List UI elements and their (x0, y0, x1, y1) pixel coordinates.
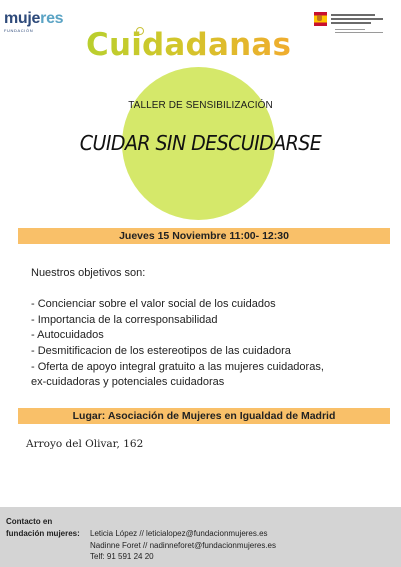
logo-subline: FUNDACIÓN (4, 28, 34, 33)
objectives-intro: Nuestros objetivos son: (31, 267, 146, 279)
contact-list (90, 528, 276, 563)
logo-wordmark: mujeres (4, 10, 64, 27)
logo-text-line (331, 14, 375, 16)
government-logo (314, 12, 394, 36)
workshop-label: TALLER DE SENSIBILIZACIÓN (128, 100, 273, 111)
contact-label: Contacto en fundación mujeres: (6, 517, 80, 538)
objective-item: - Importancia de la corresponsabilidad (31, 313, 218, 326)
logo-text-line (335, 29, 365, 30)
objective-item: - Oferta de apoyo integral gratuito a las mujeres cuidadoras, (31, 360, 324, 373)
objective-item: - Autocuidados (31, 329, 104, 342)
contact-phone: Telf: 91 591 24 20 (90, 552, 154, 561)
contact-line[interactable]: Leticia López // leticialopez@fundacionmujeres.es (90, 529, 268, 538)
page-title: Cuidadanas (86, 27, 292, 63)
registered-mark-icon (136, 27, 144, 35)
logo-text-line (335, 32, 383, 33)
logo-text-line (331, 18, 383, 20)
event-address: Arroyo del Olivar, 162 (26, 438, 144, 450)
objectives-block (31, 266, 371, 391)
coat-of-arms-icon (317, 15, 322, 21)
objective-item: ex-cuidadoras y potenciales cuidadoras (31, 376, 225, 389)
objective-item: - Concienciar sobre el valor social de los cuidados (31, 298, 276, 311)
objective-item: - Desmitificacion de los estereotipos de las cuidadora (31, 344, 291, 357)
event-place: Lugar: Asociación de Mujeres en Igualdad de Madrid (72, 410, 336, 422)
spacer (31, 282, 371, 298)
slogan-heading: CUIDAR SIN DESCUIDARSE (79, 131, 322, 155)
contact-line[interactable]: Nadinne Foret // nadinneforet@fundacionmujeres.es (90, 540, 277, 550)
fundacion-mujeres-logo (4, 11, 63, 33)
logo-text-line (331, 22, 371, 24)
event-date: Jueves 15 Noviembre 11:00- 12:30 (119, 230, 289, 242)
